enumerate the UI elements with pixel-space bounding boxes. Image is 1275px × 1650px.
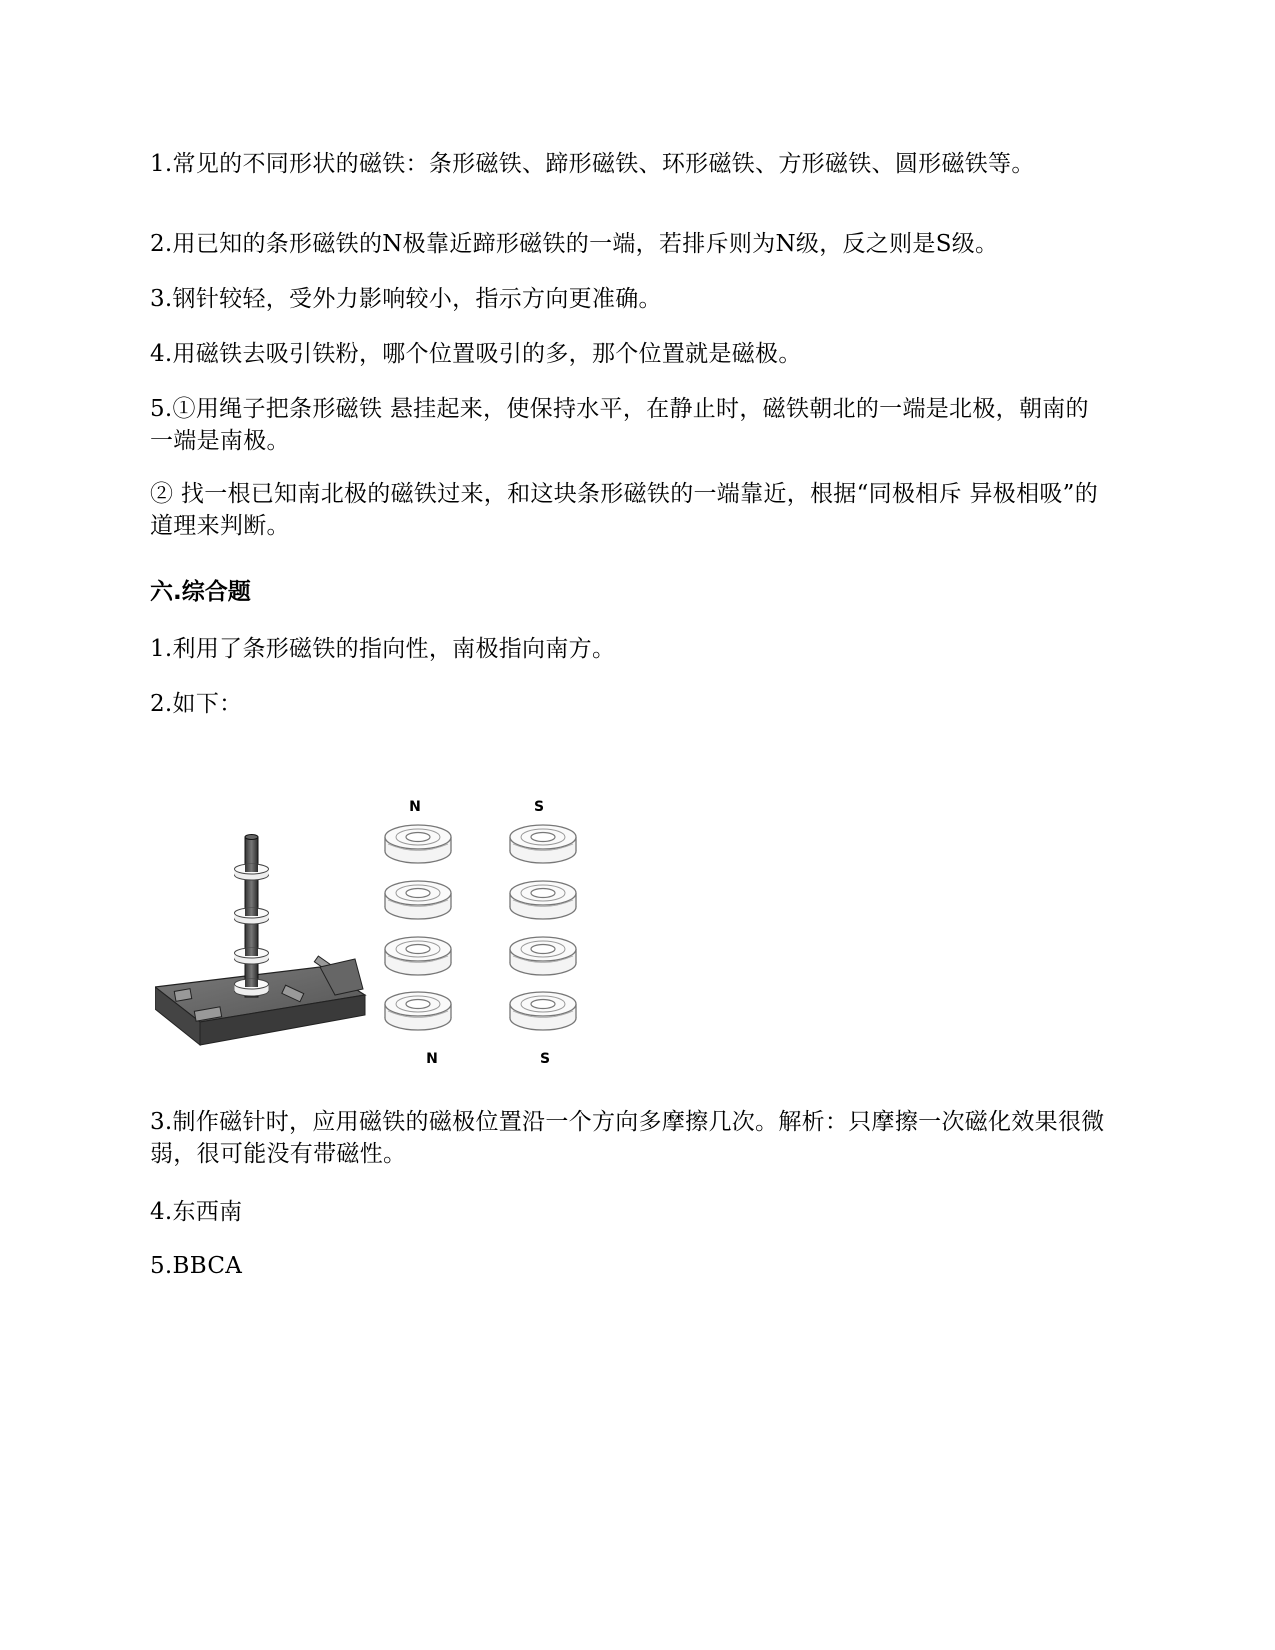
ring-right-3 [510,937,576,975]
answer-item-4: 4.用磁铁去吸引铁粉，哪个位置吸引的多，那个位置就是磁极。 [150,341,802,367]
pole-label-n-bottom: N [426,1051,438,1067]
ring-left-1 [385,825,451,863]
comprehensive-item-2: 2.如下： [150,691,243,717]
section-heading: 六.综合题 [150,579,251,605]
comprehensive-item-4: 4.东西南 [150,1199,243,1225]
pole-label-s-top: S [533,799,545,815]
answer-item-5-method-2: ② 找一根已知南北极的磁铁过来，和这块条形磁铁的一端靠近，根据“同极相斥 异极相吸”的道理来判断。 [150,481,1099,539]
rod-ring-2 [235,908,269,924]
rod-ring-1 [235,864,269,880]
wooden-base [155,956,365,1045]
ring-left-4 [385,992,451,1030]
comprehensive-item-5: 5.BBCA [150,1253,243,1279]
comprehensive-item-3: 3.制作磁针时，应用磁铁的磁极位置沿一个方向多摩擦几次。解析：只摩擦一次磁化效果很微弱，很可能没有带磁性。 [150,1109,1105,1167]
ring-right-4 [510,992,576,1030]
pole-label-n-top: N [409,799,421,815]
ring-left-2 [385,881,451,919]
ring-column-right [510,825,576,1030]
magnet-rings-illustration [155,795,615,1105]
answer-item-5: 5.①用绳子把条形磁铁 悬挂起来，使保持水平，在静止时，磁铁朝北的一端是北极，朝南的一端是南极。 [150,396,1089,454]
rod-ring-3 [235,948,269,964]
rod-ring-4 [235,979,269,996]
ring-right-2 [510,881,576,919]
answer-item-2: 2.用已知的条形磁铁的N极靠近蹄形磁铁的一端，若排斥则为N级，反之则是S级。 [150,231,999,257]
comprehensive-item-1: 1.利用了条形磁铁的指向性，南极指向南方。 [150,636,616,662]
answer-item-1: 1.常见的不同形状的磁铁：条形磁铁、蹄形磁铁、环形磁铁、方形磁铁、圆形磁铁等。 [150,151,1035,177]
ring-column-left [385,825,451,1030]
answer-item-3: 3.钢针较轻，受外力影响较小，指示方向更准确。 [150,286,662,312]
ring-left-3 [385,937,451,975]
pole-label-s-bottom: S [539,1051,551,1067]
ring-right-1 [510,825,576,863]
magnet-rings-figure [155,795,615,1105]
